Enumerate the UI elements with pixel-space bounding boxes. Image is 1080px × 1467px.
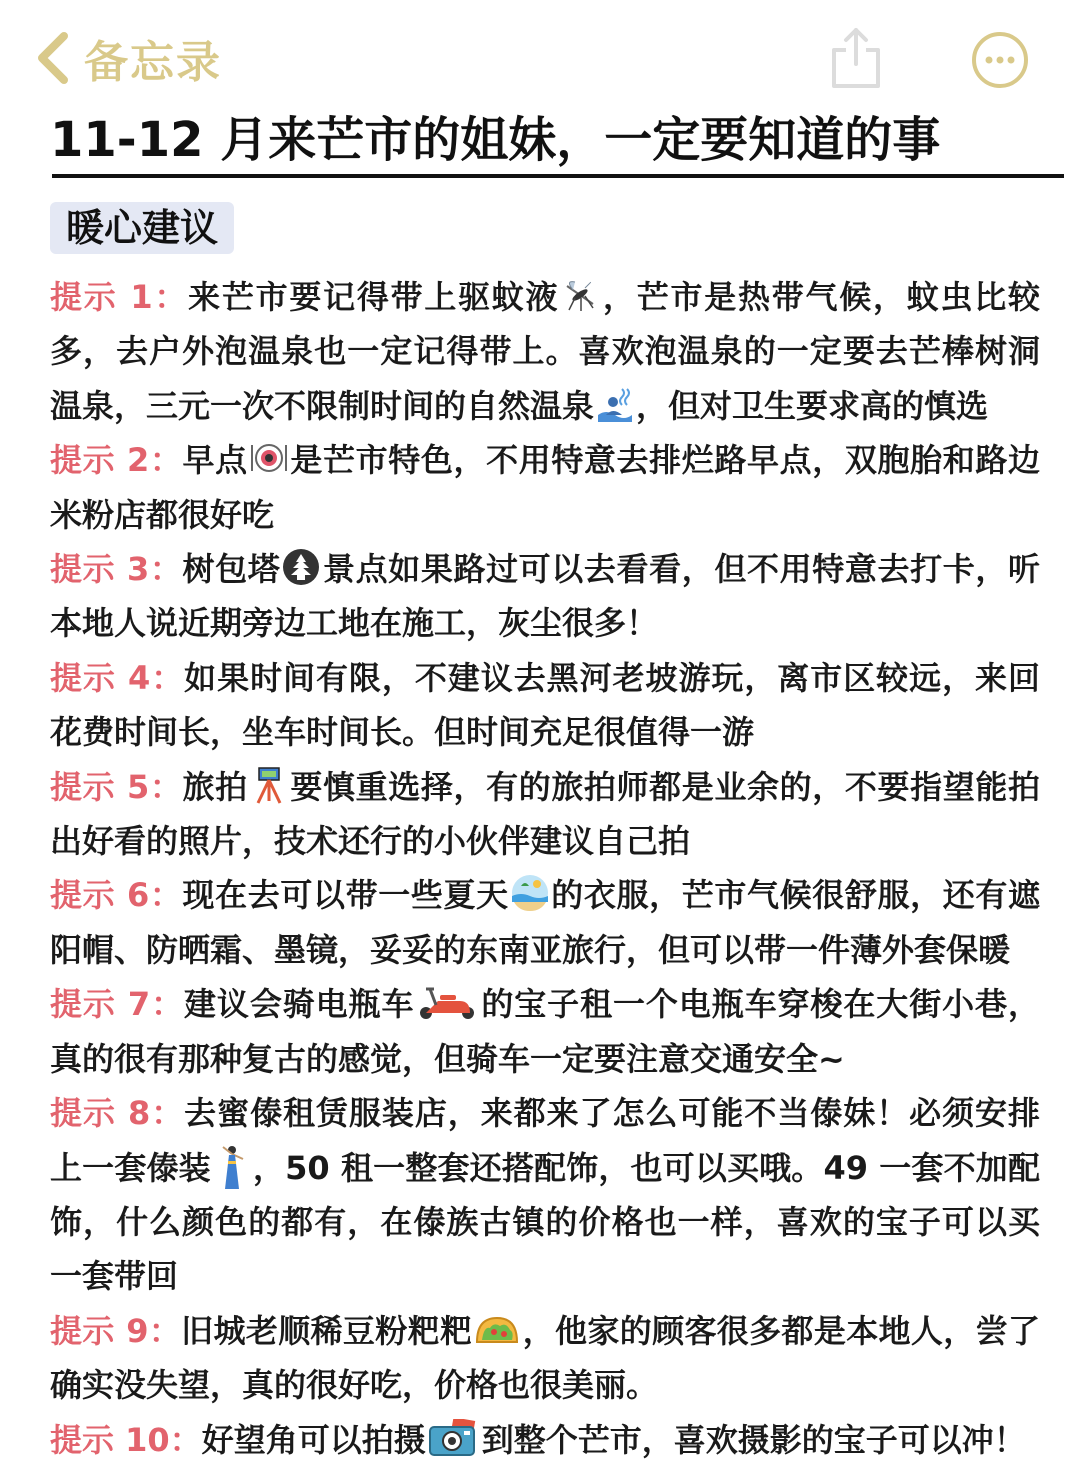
scooter-icon [416,983,478,1021]
chevron-left-icon [30,30,74,86]
title-divider [52,174,1064,178]
tip-text: 来芒市要记得带上驱蚊液 [188,278,560,316]
tip-text: 去蜜傣租赁服装店，来都来了怎么可能不当傣妹！必须安排上一套傣装 [50,1094,1040,1187]
tip-text: 是芒市特色，不用特意去排烂路早点，双胞胎和路边米粉店都很好吃 [50,441,1040,534]
share-icon[interactable] [826,24,886,90]
tip-text: 现在去可以带一些夏天 [182,876,509,915]
back-button[interactable] [30,26,222,90]
tip-item [50,977,1040,1086]
tip-label: 提示 2： [50,441,183,480]
tip-text: 的衣服，芒市气候很舒服，还有遮阳帽、防晒霜、墨镜，妥妥的东南亚旅行，但可以带一件薄外套保暖 [50,876,1040,969]
tip-label: 提示 10： [50,1420,202,1459]
tip-item [50,270,1040,433]
tip-item [50,651,1040,760]
tip-item [50,1086,1040,1304]
top-bar [0,0,1080,110]
tip-label: 提示 8： [50,1094,185,1133]
tip-text: ，他家的顾客很多都是本地人，尝了确实没失望，真的很好吃，价格也很美丽。 [50,1311,1040,1405]
beach-icon [511,874,549,912]
tip-text: 建议会骑电瓶车 [183,985,415,1024]
tip-item [50,1413,1040,1467]
tip-label: 提示 4： [50,658,185,697]
tip-text: 旧城老顺稀豆粉粑粑 [181,1311,473,1350]
tip-text: ，50 租一整套还搭配饰，也可以买哦。49 一套不加配饰，什么颜色的都有，在傣族古镇的价格也一样，喜欢的宝子可以买一套带回 [50,1148,1040,1296]
dancer-icon [213,1143,251,1191]
tip-label: 提示 9： [50,1311,182,1350]
tip-text: 要慎重选择，有的旅拍师都是业余的，不要指望能拍出好看的照片，技术还行的小伙伴建议自己拍 [50,767,1040,861]
tip-item [50,868,1040,977]
tip-text: 景点如果路过可以去看看，但不用特意去打卡，听本地人说近期旁边工地在施工，灰尘很多！ [50,550,1040,643]
tip-text: 早点 [182,441,248,480]
tip-text: ，芒市是热带气候，蚊虫比较多，去户外泡温泉也一定记得带上。喜欢泡温泉的一定要去芒棒树洞温泉，三元一次不限制时间的自然温泉 [50,278,1040,425]
food-plate-icon [250,439,288,477]
camera-icon [428,1419,480,1457]
tip-text: 旅拍 [182,767,248,806]
section-tag: 暖心建议 [50,202,234,254]
note-title: 11-12 月来芒市的姐妹，一定要知道的事 [50,112,941,168]
tripod-camera-icon [250,766,288,804]
tip-text: 的宝子租一个电瓶车穿梭在大街小巷，真的很有那种复古的感觉，但骑车一定要注意交通安全~ [50,985,1040,1078]
tip-text: 如果时间有限，不建议去黑河老坡游玩，离市区较远，来回花费时间长，坐车时间长。但时间充足很值得一游 [50,658,1040,752]
tips-list [50,270,1040,1467]
taco-icon [474,1310,520,1348]
tip-item [50,542,1040,651]
more-options-icon[interactable] [970,30,1030,90]
tip-item [50,433,1040,542]
tip-label: 提示 5： [50,767,183,806]
pagoda-icon [282,548,320,586]
tip-item [50,760,1040,869]
tip-text: 好望角可以拍摄 [201,1420,426,1459]
tip-text: 树包塔 [182,550,281,589]
tip-label: 提示 7： [50,985,184,1024]
back-label: 备忘录 [84,37,222,88]
tip-label: 提示 3： [50,550,183,589]
tip-item [50,1304,1040,1413]
tip-text: 到整个芒市，喜欢摄影的宝子可以冲！ [481,1420,1026,1459]
hot-spring-icon [596,385,634,423]
tip-text: ，但对卫生要求高的慎选 [636,386,989,425]
tip-label: 提示 6： [50,876,183,915]
mosquito-icon [561,276,599,314]
tip-label: 提示 1： [50,278,189,316]
